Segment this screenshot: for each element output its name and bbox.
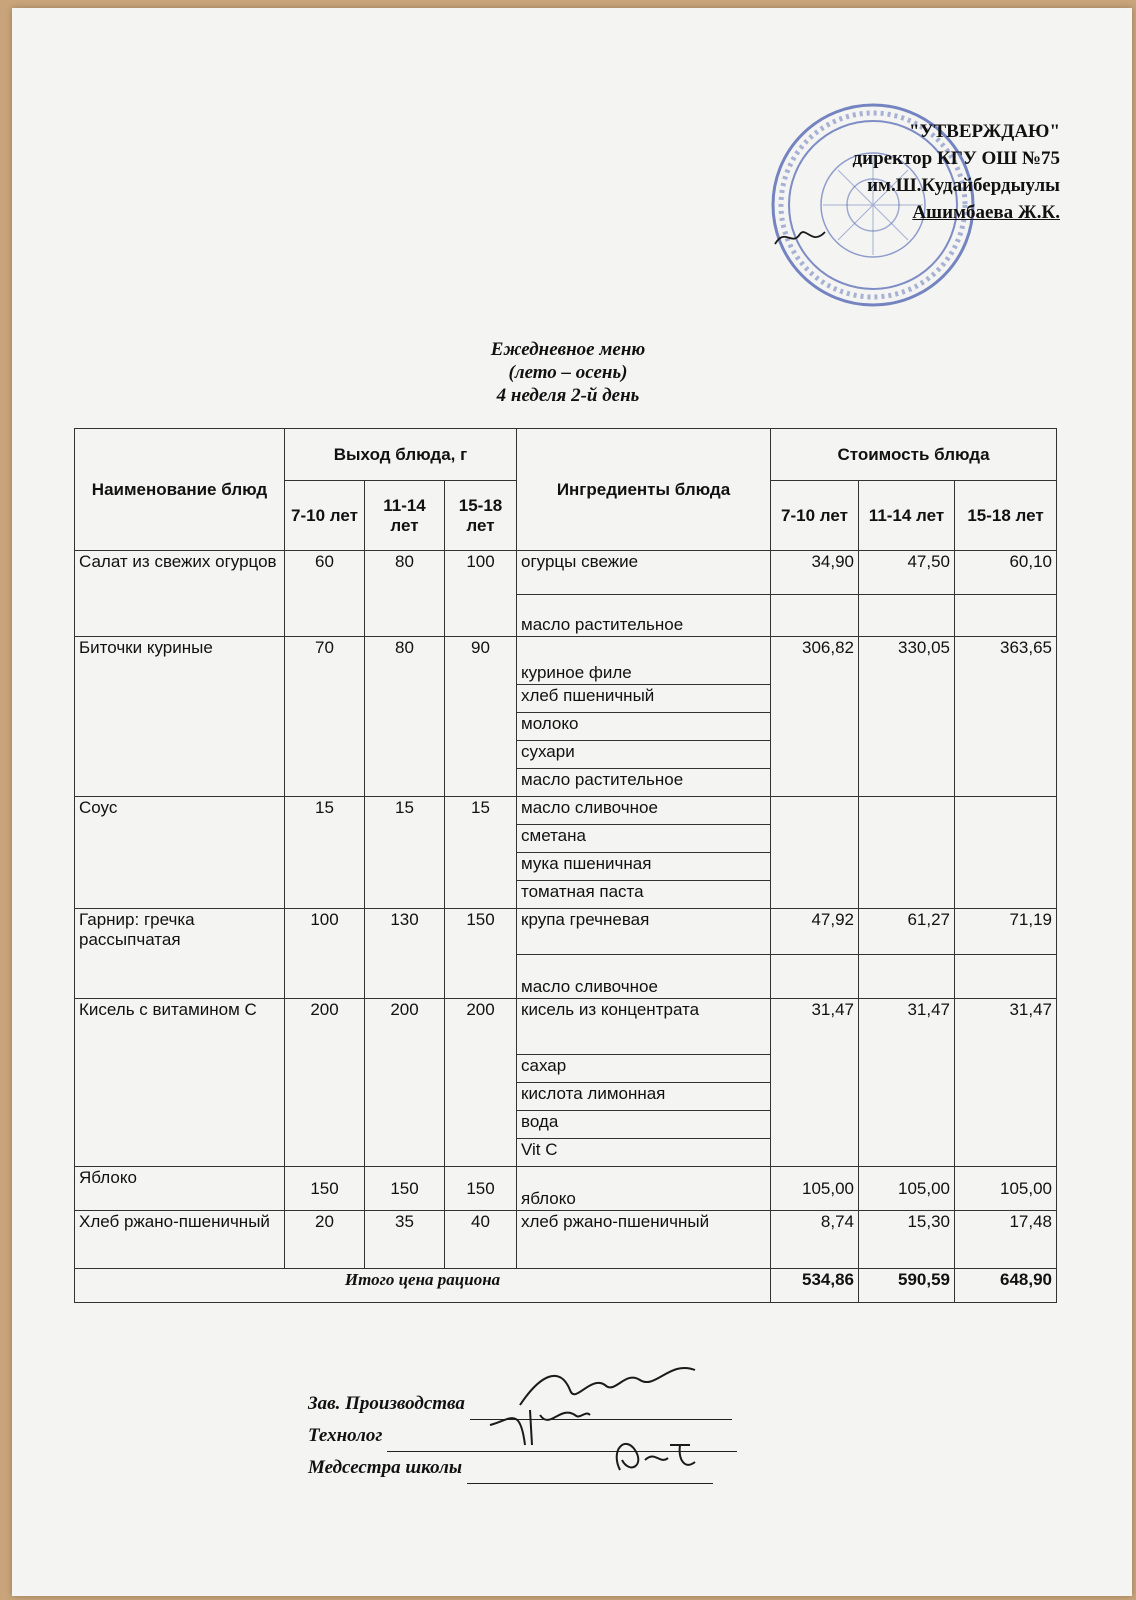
total-row — [75, 1269, 1057, 1303]
header-dish: Наименование блюд — [75, 429, 285, 551]
cost-7-10: 34,90 — [771, 551, 859, 595]
dish-name: Кисель с витамином С — [75, 999, 285, 1167]
ingredient: куриное филе — [517, 637, 771, 685]
yield-7-10: 15 — [285, 797, 365, 909]
dish-name: Салат из свежих огурцов — [75, 551, 285, 637]
table-row — [75, 551, 1057, 595]
header-yield-age-11-14: 11-14 лет — [365, 481, 445, 551]
yield-7-10: 70 — [285, 637, 365, 797]
handwritten-signature-director — [770, 222, 830, 252]
cost-15-18: 31,47 — [955, 999, 1057, 1167]
menu-title: Ежедневное меню — [490, 339, 646, 360]
approval-title: "УТВЕРЖДАЮ" — [909, 121, 1060, 142]
cost-11-14: 61,27 — [859, 909, 955, 955]
yield-11-14: 15 — [365, 797, 445, 909]
yield-15-18: 150 — [445, 909, 517, 999]
yield-11-14: 200 — [365, 999, 445, 1167]
ingredient: хлеб ржано-пшеничный — [517, 1211, 771, 1269]
yield-11-14: 80 — [365, 551, 445, 637]
approval-block — [760, 118, 1060, 226]
ingredient: молоко — [517, 713, 771, 741]
yield-7-10: 150 — [285, 1167, 365, 1211]
ingredient: вода — [517, 1111, 771, 1139]
header-yield: Выход блюда, г — [285, 429, 517, 481]
total-11-14: 590,59 — [859, 1269, 955, 1303]
cost-11-14: 47,50 — [859, 551, 955, 595]
dish-name: Биточки куриные — [75, 637, 285, 797]
ingredient: кисель из концентрата — [517, 999, 771, 1055]
table-row — [75, 999, 1057, 1055]
signature-label-nurse: Медсестра школы — [308, 1457, 463, 1478]
dish-name: Гарнир: гречка рассыпчатая — [75, 909, 285, 999]
ingredient: томатная паста — [517, 881, 771, 909]
cost-7-10: 47,92 — [771, 909, 859, 955]
menu-season: (лето – осень) — [508, 362, 628, 383]
cost-7-10 — [771, 797, 859, 909]
ingredient: сухари — [517, 741, 771, 769]
cost-11-14: 330,05 — [859, 637, 955, 797]
cost-7-10: 8,74 — [771, 1211, 859, 1269]
yield-15-18: 15 — [445, 797, 517, 909]
cost-15-18: 105,00 — [955, 1167, 1057, 1211]
dish-name: Соус — [75, 797, 285, 909]
ingredient: масло растительное — [517, 769, 771, 797]
yield-11-14: 150 — [365, 1167, 445, 1211]
yield-15-18: 90 — [445, 637, 517, 797]
cost-15-18: 17,48 — [955, 1211, 1057, 1269]
ingredient: огурцы свежие — [517, 551, 771, 595]
ingredient: масло сливочное — [517, 797, 771, 825]
approval-school: им.Ш.Кудайбердыулы — [867, 175, 1060, 196]
header-yield-age-7-10: 7-10 лет — [285, 481, 365, 551]
ingredient: масло сливочное — [517, 955, 771, 999]
cost-11-14: 105,00 — [859, 1167, 955, 1211]
yield-15-18: 40 — [445, 1211, 517, 1269]
ingredient: Vit C — [517, 1139, 771, 1167]
total-7-10: 534,86 — [771, 1269, 859, 1303]
yield-15-18: 200 — [445, 999, 517, 1167]
signature-label-technologist: Технолог — [308, 1425, 383, 1446]
menu-table — [74, 428, 1057, 1303]
table-row — [75, 797, 1057, 825]
menu-titles — [0, 338, 1136, 407]
handwritten-signature-nurse — [600, 1430, 710, 1478]
cost-11-14 — [859, 797, 955, 909]
yield-7-10: 20 — [285, 1211, 365, 1269]
cost-15-18 — [955, 797, 1057, 909]
dish-name: Хлеб ржано-пшеничный — [75, 1211, 285, 1269]
dish-name: Яблоко — [75, 1167, 285, 1211]
total-label: Итого цена рациона — [75, 1269, 771, 1303]
menu-day: 4 неделя 2-й день — [496, 385, 640, 406]
yield-7-10: 60 — [285, 551, 365, 637]
header-ingredients: Ингредиенты блюда — [517, 429, 771, 551]
header-yield-age-15-18: 15-18 лет — [445, 481, 517, 551]
ingredient: кислота лимонная — [517, 1083, 771, 1111]
table-row — [75, 637, 1057, 685]
approval-position: директор КГУ ОШ №75 — [852, 148, 1060, 169]
ingredient: яблоко — [517, 1167, 771, 1211]
yield-15-18: 100 — [445, 551, 517, 637]
header-cost-age-7-10: 7-10 лет — [771, 481, 859, 551]
table-row — [75, 1167, 1057, 1211]
signature-label-production: Зав. Производства — [308, 1393, 465, 1414]
cost-11-14: 15,30 — [859, 1211, 955, 1269]
yield-11-14: 80 — [365, 637, 445, 797]
cost-7-10: 31,47 — [771, 999, 859, 1167]
ingredient: сахар — [517, 1055, 771, 1083]
yield-15-18: 150 — [445, 1167, 517, 1211]
cost-15-18: 71,19 — [955, 909, 1057, 955]
ingredient: крупа гречневая — [517, 909, 771, 955]
header-cost-age-11-14: 11-14 лет — [859, 481, 955, 551]
total-15-18: 648,90 — [955, 1269, 1057, 1303]
approval-name: Ашимбаева Ж.К. — [912, 202, 1060, 223]
yield-11-14: 35 — [365, 1211, 445, 1269]
ingredient: хлеб пшеничный — [517, 685, 771, 713]
ingredient: мука пшеничная — [517, 853, 771, 881]
cost-11-14: 31,47 — [859, 999, 955, 1167]
ingredient: сметана — [517, 825, 771, 853]
header-cost: Стоимость блюда — [771, 429, 1057, 481]
ingredient: масло растительное — [517, 595, 771, 637]
yield-7-10: 200 — [285, 999, 365, 1167]
cost-7-10: 105,00 — [771, 1167, 859, 1211]
header-cost-age-15-18: 15-18 лет — [955, 481, 1057, 551]
cost-15-18: 60,10 — [955, 551, 1057, 595]
yield-7-10: 100 — [285, 909, 365, 999]
table-row — [75, 909, 1057, 955]
cost-7-10: 306,82 — [771, 637, 859, 797]
table-row — [75, 1211, 1057, 1269]
yield-11-14: 130 — [365, 909, 445, 999]
handwritten-signature-technologist — [480, 1395, 600, 1455]
cost-15-18: 363,65 — [955, 637, 1057, 797]
